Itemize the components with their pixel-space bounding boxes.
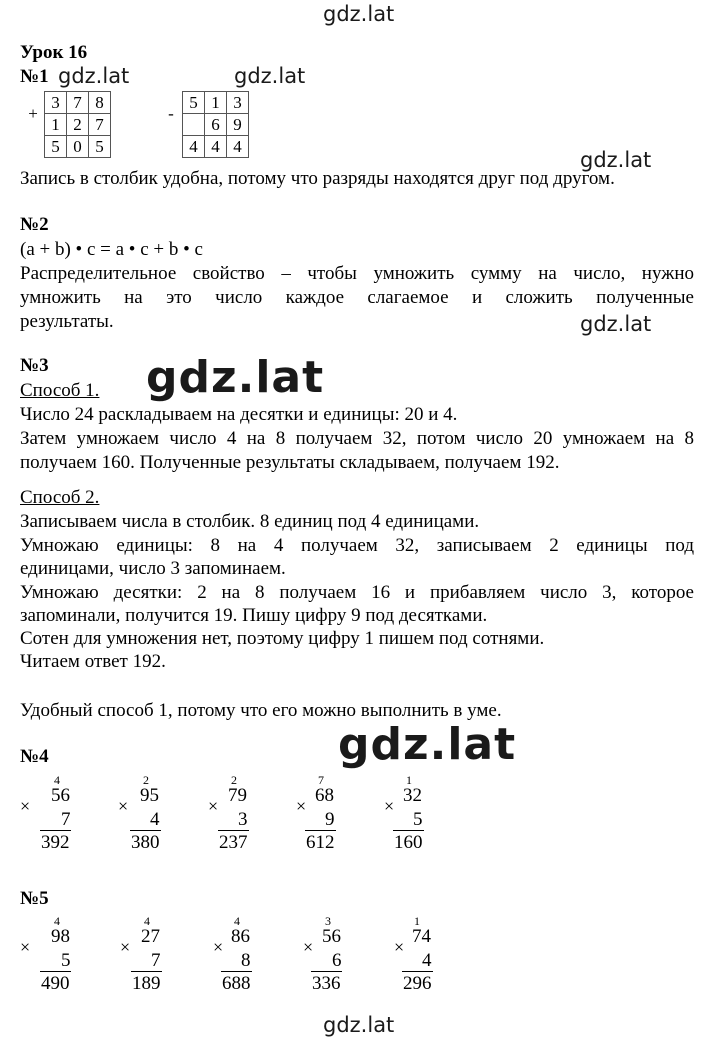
result-line bbox=[130, 830, 161, 831]
multiplicand: 68 bbox=[315, 785, 334, 806]
product: 189 bbox=[132, 973, 161, 994]
task-1-explanation: Запись в столбик удобна, потому что разряды находятся друг под другом. bbox=[20, 168, 615, 189]
multiplication bbox=[20, 914, 90, 996]
carry-digit: 1 bbox=[414, 914, 420, 928]
watermark-bottom: gdz.lat bbox=[323, 1013, 395, 1037]
way-1-line: Число 24 раскладываем на десятки и единицы: 20 и 4. bbox=[20, 404, 458, 425]
result-line bbox=[393, 830, 424, 831]
multiplication bbox=[394, 914, 464, 996]
minus-sign: - bbox=[160, 92, 183, 136]
multiplication bbox=[118, 773, 188, 855]
digit: 9 bbox=[227, 114, 249, 136]
watermark-large: gdz.lat bbox=[338, 719, 517, 770]
multiplier: 7 bbox=[61, 809, 71, 830]
digit bbox=[183, 114, 205, 136]
way-2-line: единицами, число 3 запоминаем. bbox=[20, 558, 286, 579]
carry-digit: 3 bbox=[325, 914, 331, 928]
watermark: gdz.lat bbox=[234, 64, 306, 88]
multiplicand: 56 bbox=[322, 926, 341, 947]
carry-digit: 4 bbox=[144, 914, 150, 928]
times-sign: × bbox=[303, 937, 314, 957]
task-4-heading: №4 bbox=[20, 746, 49, 767]
plus-sign: + bbox=[22, 92, 45, 136]
task-2-line: Распределительное свойство – чтобы умножить сумму на число, нужно bbox=[20, 263, 694, 284]
way-2-line: Читаем ответ 192. bbox=[20, 651, 166, 672]
task-1-heading: №1 bbox=[20, 66, 49, 87]
multiplicand: 32 bbox=[403, 785, 422, 806]
multiplication bbox=[384, 773, 454, 855]
times-sign: × bbox=[213, 937, 224, 957]
multiplier: 6 bbox=[332, 950, 342, 971]
subtraction-column bbox=[160, 91, 249, 158]
result-line bbox=[221, 971, 252, 972]
way-2-line: Умножаю десятки: 2 на 8 получаем 16 и прибавляем число 3, которое bbox=[20, 582, 694, 603]
times-sign: × bbox=[208, 796, 219, 816]
way-2-line: Умножаю единицы: 8 на 4 получаем 32, записываем 2 единицы под bbox=[20, 535, 694, 556]
product: 296 bbox=[403, 973, 432, 994]
watermark: gdz.lat bbox=[58, 64, 130, 88]
task-3-heading: №3 bbox=[20, 355, 49, 376]
product: 160 bbox=[394, 832, 423, 853]
times-sign: × bbox=[20, 796, 31, 816]
lesson-title: Урок 16 bbox=[20, 42, 88, 63]
task-2-line: умножить на это число каждое слагаемое и сложить полученные bbox=[20, 287, 694, 308]
multiplicand: 56 bbox=[51, 785, 70, 806]
digit: 1 bbox=[205, 92, 227, 114]
multiplication bbox=[303, 914, 373, 996]
multiplication bbox=[213, 914, 283, 996]
carry-digit: 2 bbox=[143, 773, 149, 787]
task-3-conclusion: Удобный способ 1, потому что его можно выполнить в уме. bbox=[20, 700, 502, 721]
multiplication bbox=[296, 773, 366, 855]
product: 336 bbox=[312, 973, 341, 994]
result-line bbox=[131, 971, 162, 972]
multiplier: 7 bbox=[151, 950, 161, 971]
multiplicand: 86 bbox=[231, 926, 250, 947]
watermark-top: gdz.lat bbox=[323, 2, 395, 26]
digit: 0 bbox=[67, 136, 89, 158]
digit: 5 bbox=[183, 92, 205, 114]
digit: 5 bbox=[45, 136, 67, 158]
multiplicand: 95 bbox=[140, 785, 159, 806]
result-line bbox=[402, 971, 433, 972]
carry-digit: 4 bbox=[234, 914, 240, 928]
way-1-label: Способ 1. bbox=[20, 380, 100, 401]
digit: 6 bbox=[205, 114, 227, 136]
digit: 4 bbox=[205, 136, 227, 158]
way-2-line: запоминали, получится 19. Пишу цифру 9 под десятками. bbox=[20, 605, 488, 626]
carry-digit: 2 bbox=[231, 773, 237, 787]
carry-digit: 7 bbox=[318, 773, 324, 787]
product: 688 bbox=[222, 973, 251, 994]
watermark: gdz.lat bbox=[580, 148, 652, 172]
multiplier: 4 bbox=[422, 950, 432, 971]
product: 380 bbox=[131, 832, 160, 853]
watermark-large: gdz.lat bbox=[146, 352, 325, 403]
multiplier: 5 bbox=[61, 950, 71, 971]
task-2-line: результаты. bbox=[20, 311, 114, 332]
times-sign: × bbox=[384, 796, 395, 816]
times-sign: × bbox=[120, 937, 131, 957]
way-2-line: Сотен для умножения нет, поэтому цифру 1 пишем под сотнями. bbox=[20, 628, 545, 649]
digit: 4 bbox=[227, 136, 249, 158]
digit: 4 bbox=[183, 136, 205, 158]
digit: 2 bbox=[67, 114, 89, 136]
multiplicand: 27 bbox=[141, 926, 160, 947]
task-2-heading: №2 bbox=[20, 214, 49, 235]
way-1-line: Затем умножаем число 4 на 8 получаем 32, потом число 20 умножаем на 8 bbox=[20, 428, 694, 449]
product: 490 bbox=[41, 973, 70, 994]
multiplication bbox=[120, 914, 190, 996]
carry-digit: 4 bbox=[54, 914, 60, 928]
multiplicand: 74 bbox=[412, 926, 431, 947]
multiplier: 8 bbox=[241, 950, 251, 971]
result-line bbox=[40, 971, 71, 972]
result-line bbox=[218, 830, 249, 831]
multiplication bbox=[20, 773, 90, 855]
watermark: gdz.lat bbox=[580, 312, 652, 336]
multiplicand: 79 bbox=[228, 785, 247, 806]
multiplicand: 98 bbox=[51, 926, 70, 947]
carry-digit: 1 bbox=[406, 773, 412, 787]
digit: 3 bbox=[227, 92, 249, 114]
times-sign: × bbox=[118, 796, 129, 816]
multiplier: 3 bbox=[238, 809, 248, 830]
way-1-line: получаем 160. Полученные результаты складываем, получаем 192. bbox=[20, 452, 560, 473]
addition-column bbox=[22, 91, 111, 158]
multiplier: 5 bbox=[413, 809, 423, 830]
product: 392 bbox=[41, 832, 70, 853]
product: 237 bbox=[219, 832, 248, 853]
times-sign: × bbox=[394, 937, 405, 957]
way-2-label: Способ 2. bbox=[20, 487, 100, 508]
digit: 7 bbox=[67, 92, 89, 114]
task-5-heading: №5 bbox=[20, 888, 49, 909]
result-line bbox=[311, 971, 342, 972]
way-2-line: Записываем числа в столбик. 8 единиц под 4 единицами. bbox=[20, 511, 480, 532]
result-line bbox=[40, 830, 71, 831]
digit: 7 bbox=[89, 114, 111, 136]
multiplier: 9 bbox=[325, 809, 335, 830]
digit: 8 bbox=[89, 92, 111, 114]
times-sign: × bbox=[296, 796, 307, 816]
formula: (a + b) • c = a • c + b • c bbox=[20, 239, 203, 260]
multiplication bbox=[208, 773, 278, 855]
multiplier: 4 bbox=[150, 809, 160, 830]
digit: 5 bbox=[89, 136, 111, 158]
digit: 1 bbox=[45, 114, 67, 136]
carry-digit: 4 bbox=[54, 773, 60, 787]
digit: 3 bbox=[45, 92, 67, 114]
result-line bbox=[305, 830, 336, 831]
product: 612 bbox=[306, 832, 335, 853]
times-sign: × bbox=[20, 937, 31, 957]
